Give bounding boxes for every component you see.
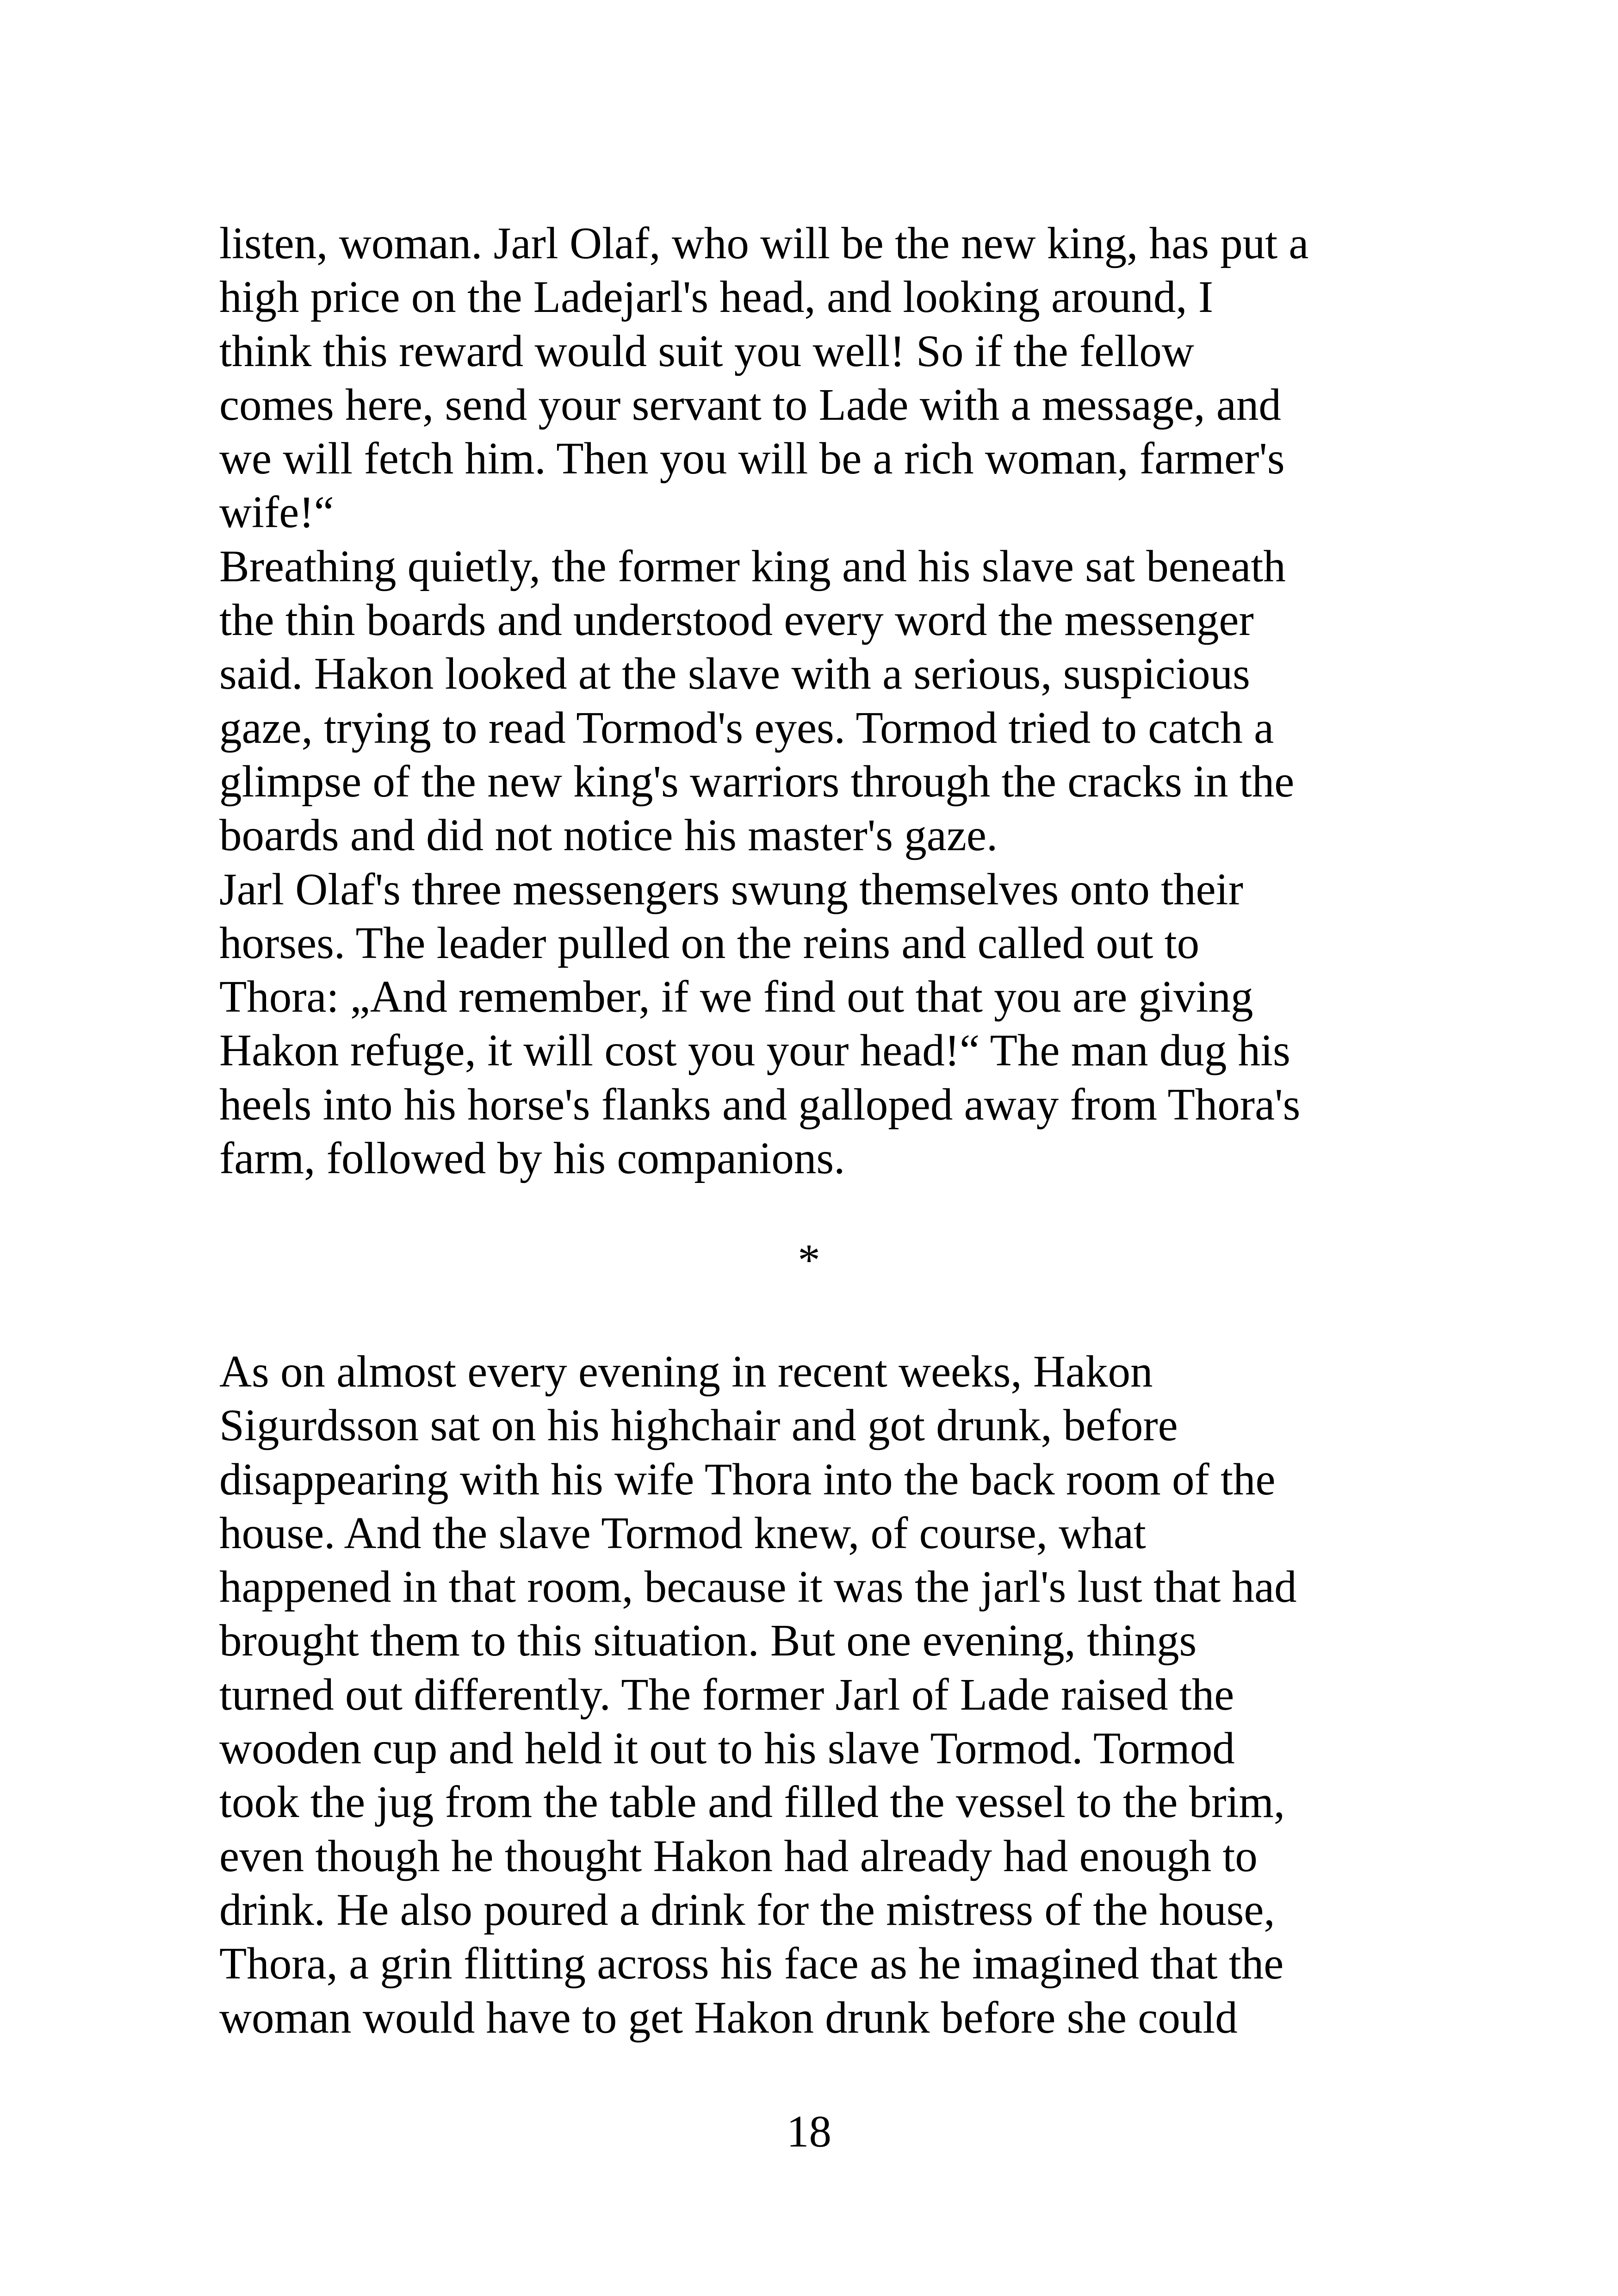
- text-line: Thora: „And remember, if we find out that you are giving: [219, 972, 1253, 1022]
- text-line: heels into his horse's flanks and galloped away from Thora's: [219, 1079, 1301, 1129]
- text-line: farm, followed by his companions.: [219, 1133, 845, 1183]
- text-line: happened in that room, because it was the jarl's lust that had: [219, 1562, 1297, 1612]
- text-line: even though he thought Hakon had already had enough to: [219, 1831, 1258, 1881]
- text-line: boards and did not notice his master's gaze.: [219, 810, 998, 860]
- section-break-asterisk: *: [798, 1235, 820, 1285]
- text-line: turned out differently. The former Jarl of Lade raised the: [219, 1669, 1234, 1719]
- text-line: horses. The leader pulled on the reins and called out to: [219, 918, 1200, 968]
- text-line: comes here, send your servant to Lade with a message, and: [219, 380, 1281, 429]
- text-line: wooden cup and held it out to his slave Tormod. Tormod: [219, 1724, 1235, 1773]
- text-line: house. And the slave Tormod knew, of course, what: [219, 1508, 1146, 1558]
- text-line: disappearing with his wife Thora into the back room of the: [219, 1454, 1276, 1504]
- text-line: Sigurdsson sat on his highchair and got drunk, before: [219, 1400, 1178, 1450]
- text-line: high price on the Ladejarl's head, and looking around, I: [219, 272, 1214, 322]
- text-line: drink. He also poured a drink for the mistress of the house,: [219, 1885, 1275, 1935]
- text-line: brought them to this situation. But one evening, things: [219, 1616, 1197, 1666]
- text-line: woman would have to get Hakon drunk before she could: [219, 1992, 1238, 2042]
- text-line: said. Hakon looked at the slave with a serious, suspicious: [219, 649, 1250, 699]
- text-line: listen, woman. Jarl Olaf, who will be the new king, has put a: [219, 218, 1309, 268]
- text-line: Breathing quietly, the former king and his slave sat beneath: [219, 541, 1286, 591]
- text-line: glimpse of the new king's warriors through the cracks in the: [219, 756, 1295, 806]
- text-line: Jarl Olaf's three messengers swung themselves onto their: [219, 864, 1243, 914]
- text-line: took the jug from the table and filled the vessel to the brim,: [219, 1777, 1285, 1827]
- text-line: think this reward would suit you well! So if the fellow: [219, 326, 1194, 376]
- text-line: As on almost every evening in recent weeks, Hakon: [219, 1347, 1153, 1396]
- text-block-2: [219, 1345, 1404, 2045]
- text-line: Thora, a grin flitting across his face as he imagined that the: [219, 1939, 1284, 1989]
- text-line: the thin boards and understood every word the messenger: [219, 595, 1254, 645]
- text-line: Hakon refuge, it will cost you your head!“ The man dug his: [219, 1026, 1290, 1076]
- text-line: wife!“: [219, 487, 334, 537]
- text-block-1: [219, 217, 1404, 1185]
- text-line: gaze, trying to read Tormod's eyes. Tormod tried to catch a: [219, 703, 1274, 753]
- text-line: we will fetch him. Then you will be a rich woman, farmer's: [219, 434, 1285, 484]
- page-number: 18: [787, 2107, 831, 2156]
